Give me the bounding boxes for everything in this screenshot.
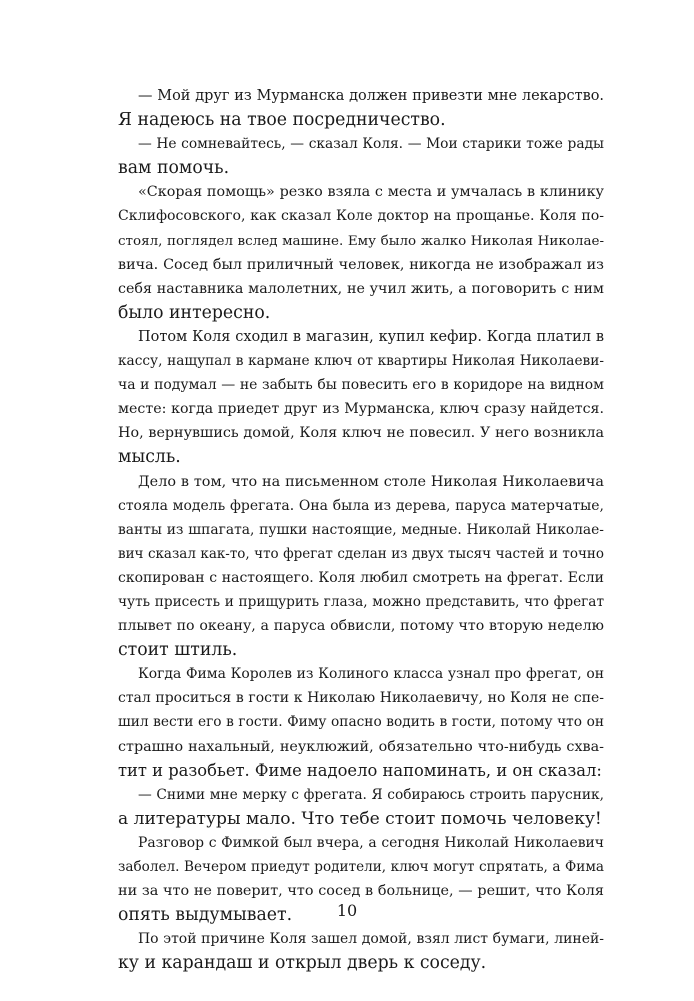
text-line: Когда Фима Королев из Колиного класса узнал про фрегат, он bbox=[138, 666, 604, 683]
text-line: вича. Сосед был приличный человек, никогда не изображал из bbox=[118, 256, 604, 273]
text-line: страшно нахальный, неуклюжий, обязательно что-нибудь схва- bbox=[118, 738, 604, 755]
text-line: ча и подумал — не забыть бы повесить его в коридоре на видном bbox=[118, 377, 604, 394]
text-line: «Скорая помощь» резко взяла с места и умчалась в клинику bbox=[138, 184, 604, 201]
text-line: — Сними мне мерку с фрегата. Я собираюсь строить парусник, bbox=[138, 786, 604, 803]
text-line: вич сказал как-то, что фрегат сделан из двух тысяч частей и точно bbox=[118, 545, 604, 562]
text-line: стояла модель фрегата. Она была из дерева, паруса матерчатые, bbox=[118, 497, 604, 514]
text-line: По этой причине Коля зашел домой, взял лист бумаги, линей- bbox=[138, 931, 604, 948]
text-line: Потом Коля сходил в магазин, купил кефир. Когда платил в bbox=[138, 328, 604, 345]
text-line: опять выдумывает. bbox=[118, 905, 293, 926]
text-line: — Не сомневайтесь, — сказал Коля. — Мои старики тоже рады bbox=[138, 136, 604, 153]
text-line: кассу, нащупал в кармане ключ от квартиры Николая Николаеви- bbox=[118, 353, 604, 370]
text-line: заболел. Вечером приедут родители, ключ могут спрятать, а Фима bbox=[118, 859, 604, 875]
text-line: себя наставника малолетних, не учил жить, а поговорить с ним bbox=[118, 280, 604, 297]
text-line: мысль. bbox=[118, 447, 181, 468]
text-line: тит и разобьет. Фиме надоело напоминать, и он сказал: bbox=[118, 760, 602, 780]
text-line: стоял, поглядел вслед машине. Ему было жалко Николая Николае- bbox=[118, 232, 604, 249]
text-line: — Мой друг из Мурманска должен привезти мне лекарство. bbox=[138, 88, 604, 104]
text-line: стал проситься в гости к Николаю Николаевичу, но Коля не спе- bbox=[118, 690, 604, 707]
text-line: шил вести его в гости. Фиму опасно водить в гости, потому что он bbox=[118, 714, 604, 731]
text-line: скопирован с настоящего. Коля любил смотреть на фрегат. Если bbox=[118, 569, 604, 586]
text-line: Я надеюсь на твое посредничество. bbox=[118, 110, 446, 131]
text-line: Разговор с Фимкой был вчера, а сегодня Николай Николаевич bbox=[138, 834, 604, 851]
text-line: вам помочь. bbox=[118, 158, 230, 179]
text-line: Но, вернувшись домой, Коля ключ не повесил. У него возникла bbox=[118, 425, 604, 442]
text-line: чуть присесть и прищурить глаза, можно представить, что фрегат bbox=[118, 593, 604, 610]
text-line: плывет по океану, а паруса обвисли, потому что вторую неделю bbox=[118, 618, 604, 635]
text-line: Склифосовского, как сказал Коле доктор на прощанье. Коля по- bbox=[118, 208, 604, 225]
text-line: месте: когда приедет друг из Мурманска, ключ сразу найдется. bbox=[118, 401, 604, 418]
text-line: ни за что не поверит, что сосед в больнице, — решит, что Коля bbox=[118, 883, 604, 900]
text-line: ванты из шпагата, пушки настоящие, медные. Николай Николае- bbox=[118, 521, 604, 538]
page-number: 10 bbox=[336, 901, 358, 920]
text-line: было интересно. bbox=[118, 302, 271, 323]
body-text bbox=[118, 84, 604, 975]
text-line: стоит штиль. bbox=[118, 640, 238, 661]
text-line: Дело в том, что на письменном столе Николая Николаевича bbox=[138, 473, 604, 490]
text-line: ку и карандаш и открыл дверь к соседу. bbox=[118, 953, 487, 974]
text-line: а литературы мало. Что тебе стоит помочь человеку! bbox=[118, 808, 602, 829]
